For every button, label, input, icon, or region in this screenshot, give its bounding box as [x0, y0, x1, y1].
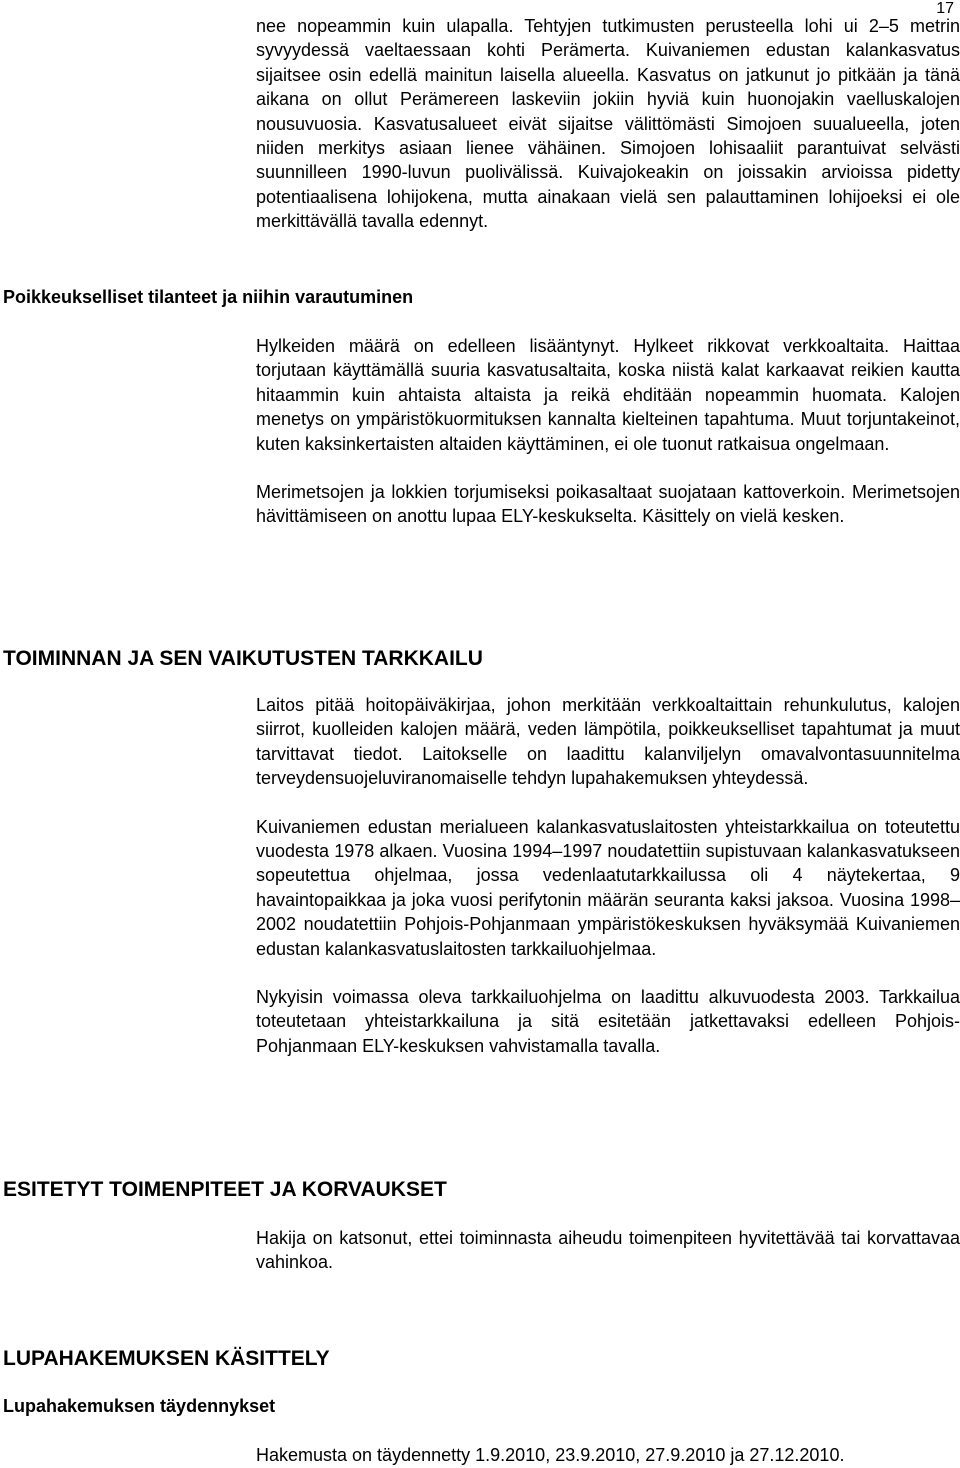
subheading-supplements: Lupahakemuksen täydennykset [3, 1396, 276, 1416]
paragraph: Nykyisin voimassa oleva tarkkailuohjelma on laadittu alkuvuodesta 2003. Tarkkailua toteutetaan yhteistarkkailuna ja sitä esitetään jatkettavaksi edelleen Pohjois-Pohjanmaan ELY-keskuksen vahvistamalla tavalla. [256, 987, 960, 1056]
supplements-text [256, 1443, 960, 1467]
heading-monitoring: TOIMINNAN JA SEN VAIKUTUSTEN TARKKAILU [3, 647, 483, 670]
paragraph: Kuivaniemen edustan merialueen kalankasvatuslaitosten yhteistarkkailua on toteutettu vuodesta 1978 alkaen. Vuosina 1994–1997 noudatettiin supistuvaan kalankasvatukseen sopeutettua ohjelmaa, jossa vedenlaatutarkkailussa oli 4 näytekertaa, 9 havaintopaikkaa ja joka vuosi perifytonin määrän seuranta kaksi jaksoa. Vuosina 1998–2002 noudatettiin Pohjois-Pohjanmaan ympäristökeskuksen hyväksymää Kuivaniemen edustan kalankasvatuslaitosten tarkkailuohjelmaa. [256, 816, 960, 959]
page-number: 17 [936, 0, 954, 17]
monitoring-text [256, 693, 960, 1058]
paragraph-block-1 [256, 14, 960, 234]
paragraph: Hylkeiden määrä on edelleen lisääntynyt. Hylkeet rikkovat verkkoaltaita. Haittaa torjutaan käyttämällä suuria kasvatusaltaita, koska niistä kalat karkaavat reikien kautta hitaammin kuin ahtaista altaista ja reikä ehditään nopeammin huomata. Kalojen menetys on ympäristökuormituksen kannalta kielteinen tapahtuma. Muut torjuntakeinot, kuten kaksinkertaisten altaiden käyttäminen, ei ole tuonut ratkaisua ongelmaan. [256, 336, 960, 454]
paragraph: Merimetsojen ja lokkien torjumiseksi poikasaltaat suojataan kattoverkoin. Merimetsojen hävittämiseen on anottu lupaa ELY-keskukselta. Käsittely on vielä kesken. [256, 482, 960, 527]
paragraph: Hakija on katsonut, ettei toiminnasta aiheudu toimenpiteen hyvitettävää tai korvattavaa vahinkoa. [256, 1228, 960, 1273]
heading-measures: ESITETYT TOIMENPITEET JA KORVAUKSET [3, 1178, 447, 1201]
measures-text [256, 1226, 960, 1275]
heading-processing: LUPAHAKEMUKSEN KÄSITTELY [3, 1347, 330, 1370]
paragraph: nee nopeammin kuin ulapalla. Tehtyjen tutkimusten perusteella lohi ui 2–5 metrin syvyydessä vaeltaessaan kohti Perämerta. Kuivaniemen edustan kalankasvatus sijaitsee osin edellä mainitun laisella alueella. Kasvatus on jatkunut jo pitkään ja tänä aikana on ollut Perämereen laskeviin jokiin hyviä kuin huonojakin vaelluskalojen nousuvuosia. Kasvatusalueet eivät sijaitse välittömästi Simojoen suualueella, joten niiden merkitys asiaan lienee vähäinen. Simojoen lohisaaliit parantuivat selvästi suunnilleen 1990-luvun puolivälissä. Kuivajokeakin on joissakin arvioissa pidetty potentiaalisena lohijokena, mutta ainakaan vielä sen palauttaminen lohijoeksi ei ole merkittävällä tavalla edennyt. [256, 16, 960, 232]
exceptional-situations-text [256, 334, 960, 529]
paragraph: Hakemusta on täydennetty 1.9.2010, 23.9.2010, 27.9.2010 ja 27.12.2010. [256, 1445, 845, 1465]
paragraph: Laitos pitää hoitopäiväkirjaa, johon merkitään verkkoaltaittain rehunkulutus, kalojen siirrot, kuolleiden kalojen määrä, veden lämpötila, poikkeukselliset tapahtumat ja muut tarvittavat tiedot. Laitokselle on laadittu kalanviljelyn omavalvontasuunnitelma terveydensuojeluviranomaiselle tehdyn lupahakemuksen yhteydessä. [256, 695, 960, 789]
heading-exceptional-situations: Poikkeukselliset tilanteet ja niihin varautuminen [3, 287, 414, 307]
